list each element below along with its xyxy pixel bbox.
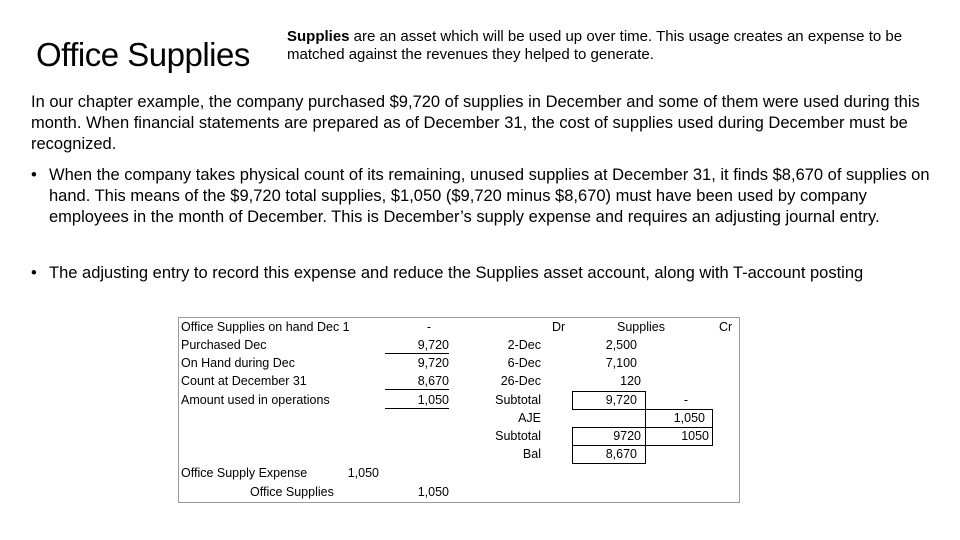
- bullet-item: [31, 263, 931, 284]
- taccount-dr-label: Dr: [552, 320, 566, 334]
- calc-row-value: 9,720: [417, 356, 449, 370]
- calc-row-value: 9,720: [385, 337, 449, 354]
- taccount-aje-cr-box: [645, 409, 713, 428]
- taccount-cr-label: Cr: [719, 320, 733, 334]
- taccount-row-label: Bal: [522, 447, 541, 461]
- journal-debit-amount: 1,050: [347, 466, 379, 480]
- taccount-bal-dr-box: [572, 445, 646, 464]
- intro-rest: are an asset which will be used up over time. This usage creates an expense to be matched against the revenues they helped to generate.: [287, 28, 903, 63]
- worksheet-table: [178, 317, 740, 503]
- taccount-cr-value: 1,050: [673, 411, 705, 425]
- journal-debit-account: Office Supply Expense: [181, 466, 308, 480]
- taccount-row-label: 26-Dec: [500, 374, 541, 388]
- calc-row-label: Count at December 31: [181, 374, 307, 388]
- bullet-text: The adjusting entry to record this expense and reduce the Supplies asset account, along with T-account posting: [49, 264, 864, 282]
- page-title: Office Supplies: [36, 36, 250, 73]
- calc-row-value: 1,050: [385, 392, 449, 409]
- calc-header-value: -: [426, 320, 432, 334]
- taccount-dr-value: 9720: [613, 429, 641, 443]
- taccount-row-label: AJE: [518, 411, 541, 425]
- body-paragraph: In our chapter example, the company purchased $9,720 of supplies in December and some of them were used during this month. When financial statements are prepared as of December 31, the cost of supplies used during December must be recognized.: [31, 93, 920, 153]
- taccount-row-label: Subtotal: [495, 429, 541, 443]
- taccount-row-label: Subtotal: [495, 393, 541, 407]
- calc-row-label: Amount used in operations: [181, 393, 330, 407]
- intro-text: [287, 28, 927, 64]
- journal-credit-account: Office Supplies: [250, 485, 334, 499]
- bullet-text: When the company takes physical count of its remaining, unused supplies at December 31, it finds $8,670 of supplies on hand. This means of the $9,720 total supplies, $1,050 ($9,720 minus $8,670) must have been used by company employees in the month of December. This is December’s supply expense and requires an adjusting journal entry.: [49, 166, 930, 226]
- bullet-dot-icon: •: [31, 264, 37, 282]
- calc-row-label: Purchased Dec: [181, 338, 267, 352]
- taccount-title: Supplies: [617, 320, 665, 334]
- taccount-cr-value: -: [683, 393, 689, 407]
- taccount-dr-value: 9,720: [605, 393, 637, 407]
- taccount-cr-value: 1050: [681, 429, 709, 443]
- taccount-subtotal-dr-box: [572, 391, 646, 410]
- taccount-row-label: 6-Dec: [507, 356, 541, 370]
- calc-header-label: Office Supplies on hand Dec 1: [181, 320, 350, 334]
- calc-row-label: On Hand during Dec: [181, 356, 295, 370]
- taccount-row-label: 2-Dec: [507, 338, 541, 352]
- intro-bold-lead: Supplies: [287, 28, 350, 45]
- bullet-item: [31, 165, 931, 228]
- calc-row-value: 8,670: [385, 373, 449, 390]
- taccount-subtotal2-cr-box: [645, 427, 713, 446]
- journal-credit-amount: 1,050: [417, 485, 449, 499]
- taccount-dr-value: 7,100: [605, 356, 637, 370]
- taccount-dr-value: 8,670: [605, 447, 637, 461]
- taccount-dr-value: 120: [620, 374, 641, 388]
- taccount-dr-value: 2,500: [605, 338, 637, 352]
- bullet-dot-icon: •: [31, 166, 37, 184]
- taccount-subtotal2-dr-box: [572, 427, 646, 446]
